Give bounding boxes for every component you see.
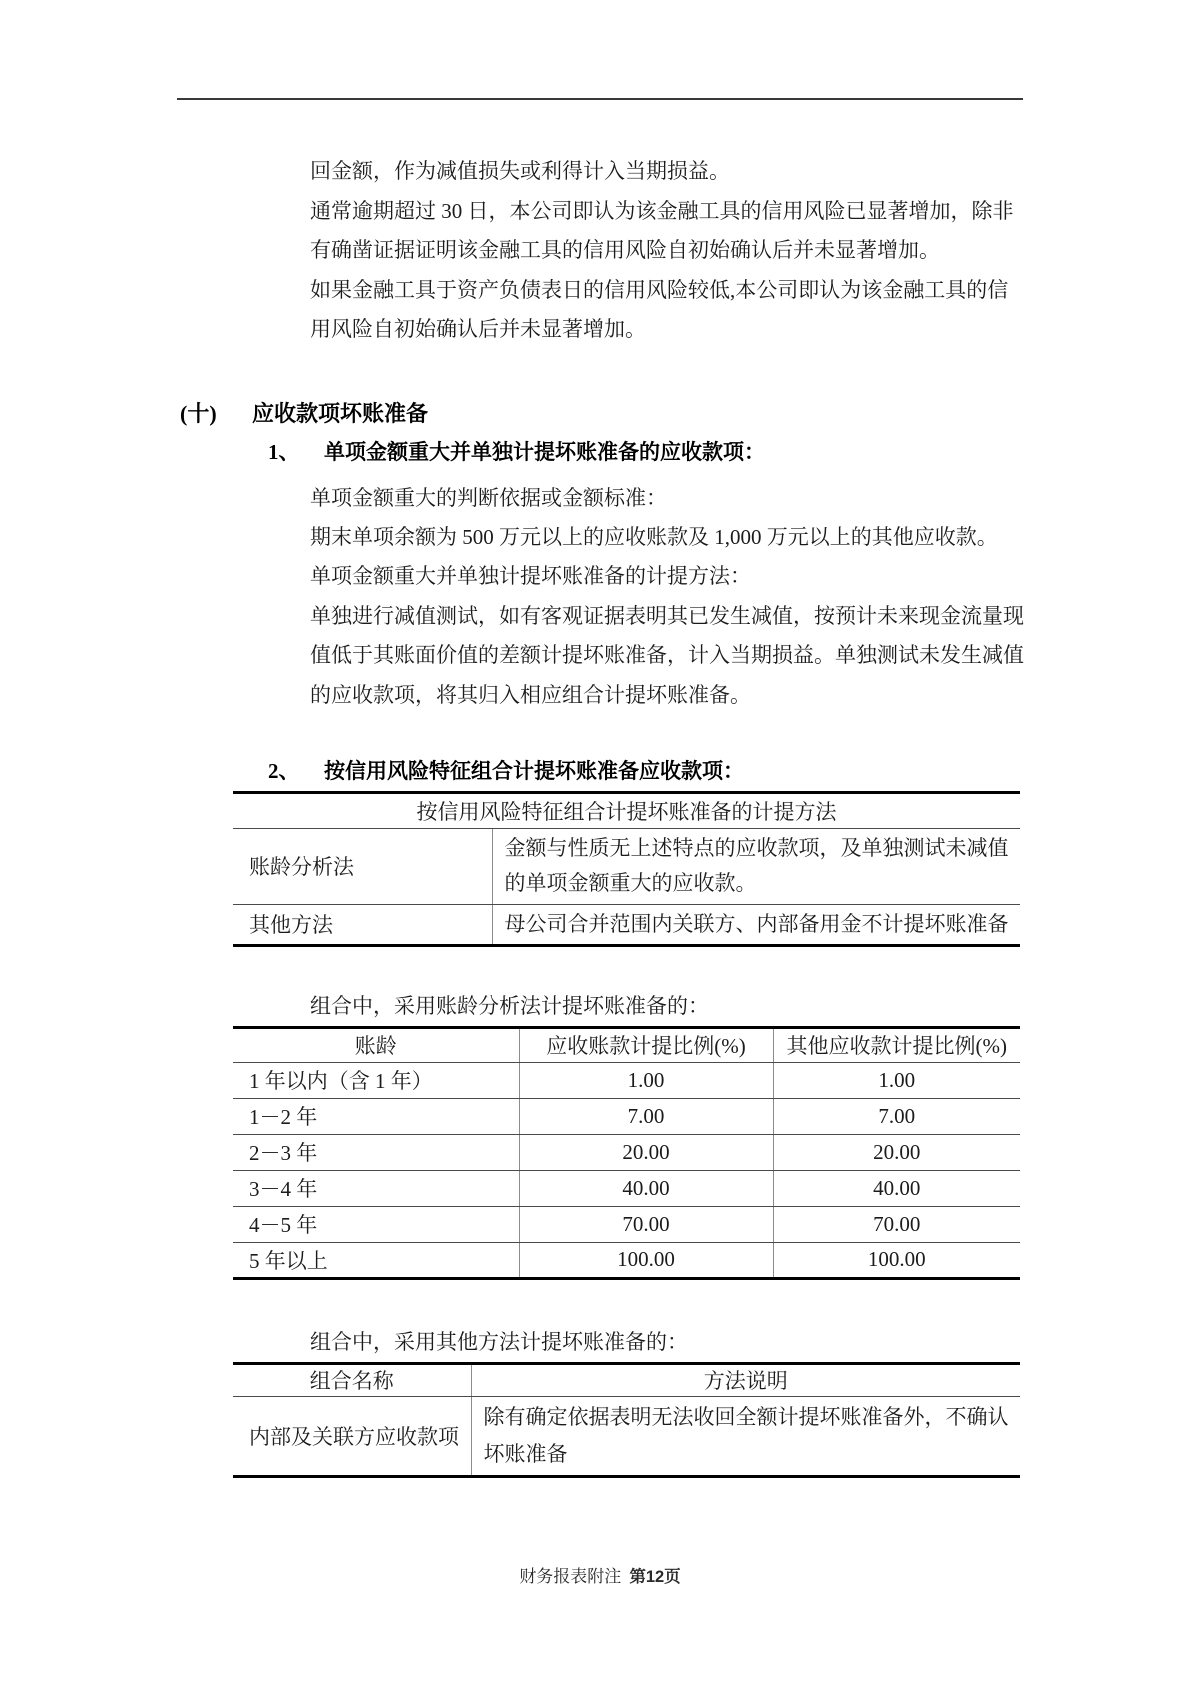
table-row [233, 1098, 1020, 1134]
table-header-row [233, 1027, 1020, 1062]
table-row [233, 904, 1020, 945]
table-row [233, 828, 1020, 904]
other-ratio-value: 20.00 [773, 1134, 1020, 1170]
section-number: (十) [180, 400, 217, 426]
page-footer [0, 1565, 1200, 1589]
other-ratio-value: 100.00 [773, 1242, 1020, 1278]
combination-name-cell: 内部及关联方应收款项 [249, 1424, 459, 1449]
method-desc-cell: 除有确定依据表明无法收回全额计提坏账准备外，不确认坏账准备 [471, 1396, 1020, 1476]
other-ratio-value: 70.00 [773, 1206, 1020, 1242]
column-header-ar-ratio: 应收账款计提比例(%) [519, 1027, 773, 1062]
other-ratio-value: 40.00 [773, 1170, 1020, 1206]
item1-heading [268, 432, 1200, 473]
aging-label: 1 年以内（含 1 年） [233, 1062, 519, 1098]
footer-label: 财务报表附注 [519, 1566, 622, 1586]
column-header-method-desc: 方法说明 [471, 1363, 1020, 1396]
aging-label: 5 年以上 [249, 1248, 328, 1273]
column-header-aging: 账龄 [233, 1027, 519, 1062]
aging-label: 1－2 年 [233, 1098, 519, 1134]
ar-ratio-value: 100.00 [519, 1242, 773, 1278]
method-name-cell: 账龄分析法 [233, 828, 492, 904]
item1-title: 单项金额重大并单独计提坏账准备的应收款项： [324, 439, 765, 464]
method-name-cell: 其他方法 [249, 913, 333, 938]
section-heading [180, 393, 1200, 434]
ar-ratio-value: 40.00 [519, 1170, 773, 1206]
paragraph: 单项金额重大并单独计提坏账准备的计提方法： [310, 564, 751, 589]
other-ratio-value: 1.00 [773, 1062, 1020, 1098]
paragraph: 回金额，作为减值损失或利得计入当期损益。 [310, 159, 730, 183]
table-header-row [233, 1363, 1020, 1396]
paragraph: 单独进行减值测试，如有客观证据表明其已发生减值，按预计未来现金流量现值低于其账面价值的差额计提坏账准备，计入当期损益。单独测试未发生减值的应收款项，将其归入相应组合计提坏账准备。 [310, 603, 1024, 707]
ar-ratio-value: 7.00 [519, 1098, 773, 1134]
method-table-header: 按信用风险特征组合计提坏账准备的计提方法 [233, 792, 1020, 828]
ar-ratio-value: 20.00 [519, 1134, 773, 1170]
paragraph: 单项金额重大的判断依据或金额标准： [310, 485, 667, 510]
header-rule [177, 98, 1023, 100]
other-ratio-value: 7.00 [773, 1098, 1020, 1134]
aging-label: 4－5 年 [233, 1206, 519, 1242]
aging-table [233, 1026, 1020, 1280]
column-header-other-ratio: 其他应收款计提比例(%) [773, 1027, 1020, 1062]
item1-number: 1、 [268, 439, 300, 464]
aging-label: 3－4 年 [233, 1170, 519, 1206]
column-header-combination-name: 组合名称 [233, 1363, 471, 1396]
item1-paragraphs [310, 479, 1032, 715]
intro-paragraphs [310, 152, 1020, 350]
table-row [233, 1134, 1020, 1170]
table-row [233, 1170, 1020, 1206]
item2-heading [268, 751, 1200, 791]
table-row [233, 1062, 1020, 1098]
method-desc-cell: 母公司合并范围内关联方、内部备用金不计提坏账准备 [492, 904, 1020, 945]
footer-page-number: 第12页 [629, 1567, 681, 1586]
item2-number: 2、 [268, 758, 300, 783]
table-row [233, 1242, 1020, 1278]
method-table [233, 791, 1020, 947]
aging-label: 2－3 年 [233, 1134, 519, 1170]
other-table-caption: 组合中，采用其他方法计提坏账准备的： [310, 1329, 688, 1354]
other-method-table [233, 1362, 1020, 1478]
section-title: 应收款项坏账准备 [252, 400, 429, 426]
paragraph: 如果金融工具于资产负债表日的信用风险较低,本公司即认为该金融工具的信用风险自初始确认后并未显著增加。 [310, 277, 1009, 341]
paragraph: 通常逾期超过 30 日，本公司即认为该金融工具的信用风险已显著增加，除非有确凿证据证明该金融工具的信用风险自初始确认后并未显著增加。 [310, 198, 1014, 262]
ar-ratio-value: 1.00 [519, 1062, 773, 1098]
method-desc-cell: 金额与性质无上述特点的应收款项，及单独测试未减值的单项金额重大的应收款。 [492, 828, 1020, 904]
aging-table-caption: 组合中，采用账龄分析法计提坏账准备的： [310, 993, 709, 1018]
table-row [233, 1396, 1020, 1476]
item2-title: 按信用风险特征组合计提坏账准备应收款项： [324, 758, 744, 783]
ar-ratio-value: 70.00 [519, 1206, 773, 1242]
paragraph: 期末单项余额为 500 万元以上的应收账款及 1,000 万元以上的其他应收款。 [310, 524, 998, 549]
table-row [233, 1206, 1020, 1242]
